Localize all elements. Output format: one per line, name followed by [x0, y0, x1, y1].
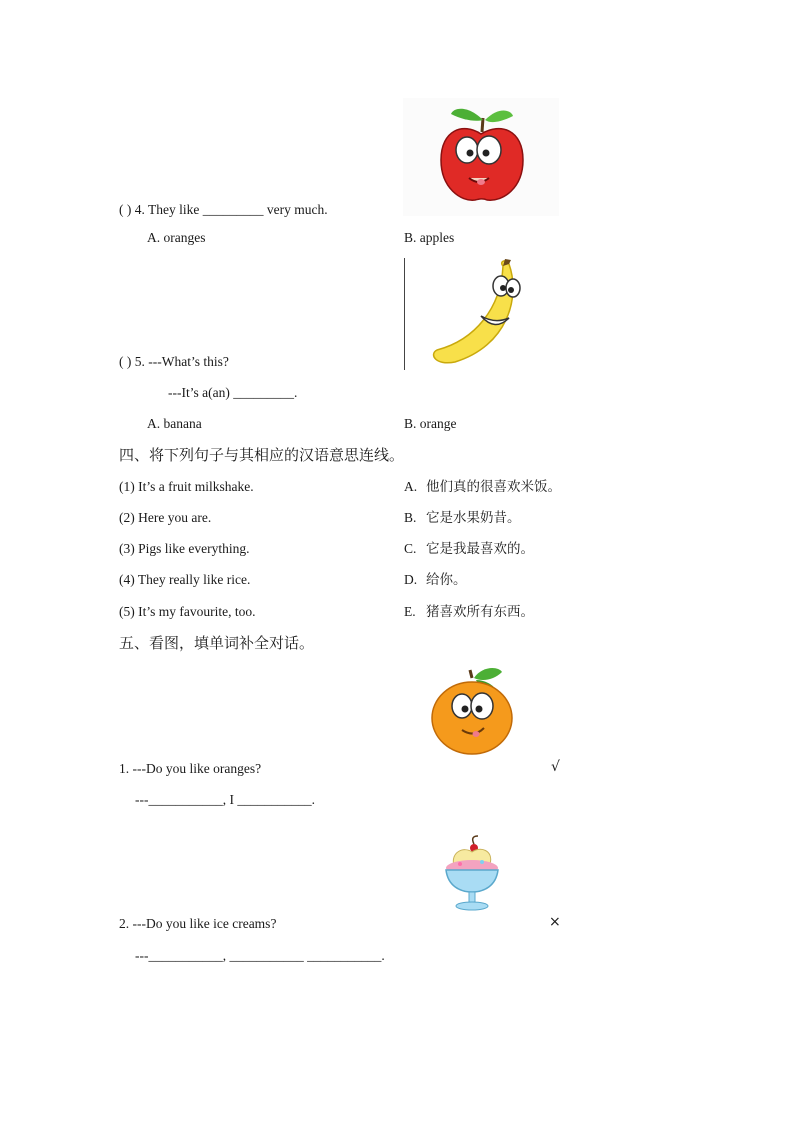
- match-left-2[interactable]: (2) Here you are.: [119, 510, 212, 525]
- section-4-heading: 四、将下列句子与其相应的汉语意思连线。: [119, 446, 405, 464]
- question-5-sub: ---It’s a(an) _________.: [168, 385, 298, 400]
- divider-line: [404, 258, 405, 370]
- ice-cream-icon: [440, 834, 504, 912]
- match-right-c[interactable]: 它是我最喜欢的。: [426, 541, 534, 557]
- section-5-question-1: 1. ---Do you like oranges?: [119, 761, 262, 776]
- match-left-3[interactable]: (3) Pigs like everything.: [119, 541, 250, 556]
- match-left-1[interactable]: (1) It’s a fruit milkshake.: [119, 479, 254, 494]
- cross-mark-icon: ×: [549, 914, 561, 930]
- question-5-stem: ( ) 5. ---What’s this?: [119, 354, 229, 369]
- question-4-stem: ( ) 4. They like _________ very much.: [119, 202, 328, 217]
- match-left-4[interactable]: (4) They really like rice.: [119, 572, 251, 587]
- orange-icon: [426, 664, 522, 758]
- apple-icon: [403, 98, 559, 216]
- banana-icon: [425, 258, 525, 366]
- match-right-letter-a: A.: [404, 479, 418, 494]
- question-5-option-a[interactable]: A. banana: [147, 416, 202, 431]
- match-right-letter-c: C.: [404, 541, 417, 556]
- match-right-letter-b: B.: [404, 510, 417, 525]
- match-left-5[interactable]: (5) It’s my favourite, too.: [119, 604, 256, 619]
- match-right-letter-d: D.: [404, 572, 418, 587]
- match-right-a[interactable]: 他们真的很喜欢米饭。: [426, 479, 561, 495]
- section-5-heading: 五、看图，填单词补全对话。: [119, 634, 315, 652]
- question-4-option-b[interactable]: B. apples: [404, 230, 455, 245]
- match-right-d[interactable]: 给你。: [426, 572, 467, 588]
- check-mark-icon: √: [551, 759, 560, 775]
- question-5-option-b[interactable]: B. orange: [404, 416, 457, 431]
- question-4-option-a[interactable]: A. oranges: [147, 230, 206, 245]
- section-5-question-2: 2. ---Do you like ice creams?: [119, 916, 277, 931]
- match-right-b[interactable]: 它是水果奶昔。: [426, 510, 521, 526]
- match-right-e[interactable]: 猪喜欢所有东西。: [426, 604, 534, 620]
- section-5-answer-1[interactable]: ---___________, I ___________.: [135, 792, 315, 807]
- match-right-letter-e: E.: [404, 604, 416, 619]
- section-5-answer-2[interactable]: ---___________, ___________ ___________.: [135, 948, 385, 963]
